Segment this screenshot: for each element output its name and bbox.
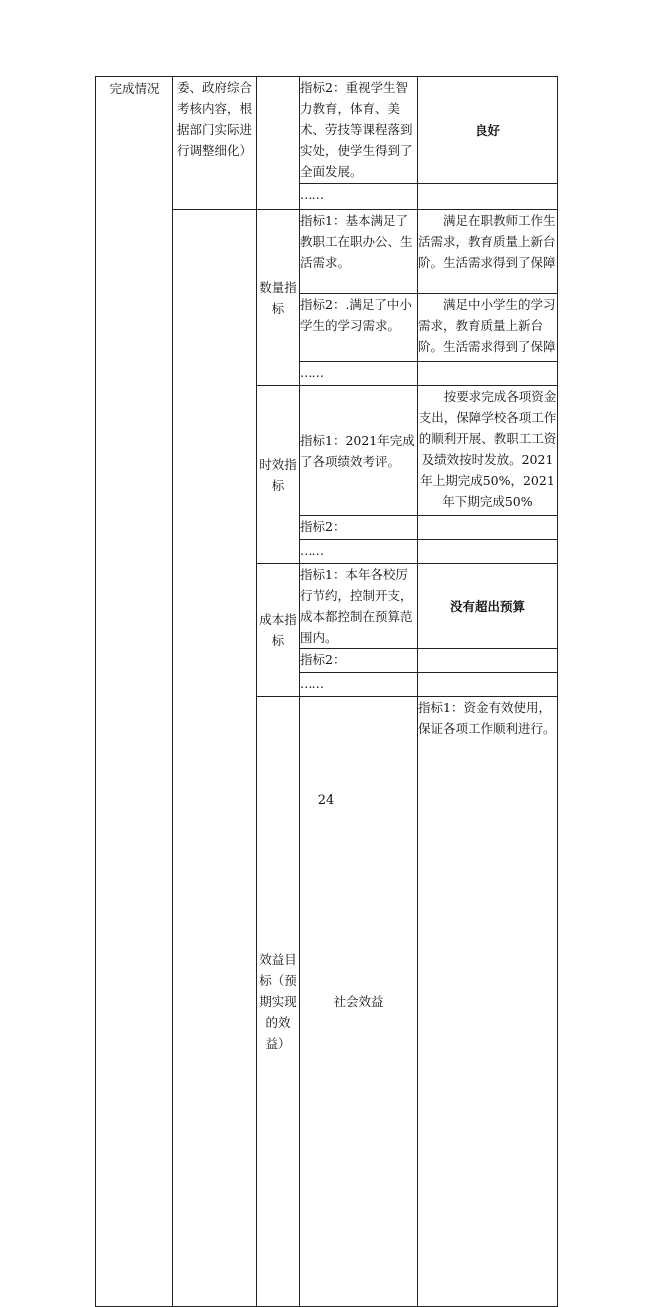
- cost-indicator-1: 指标1：本年各校厉行节约，控制开支，成本都控制在预算范围内。: [300, 567, 413, 645]
- timeliness-indicator-2: 指标2：: [300, 519, 346, 534]
- result-cell: [418, 294, 558, 362]
- benefit-goal-cell: [257, 697, 300, 1307]
- result-cell: [418, 540, 558, 564]
- page-number: 24: [317, 793, 335, 808]
- indicator-cell: [300, 649, 418, 673]
- indicator-cell: [300, 564, 418, 649]
- indicator-cell: [300, 673, 418, 697]
- cost-label: 成本指标: [259, 612, 297, 648]
- result-cell: [418, 210, 558, 294]
- quantity-result-2: 满足中小学生的学习需求，教育质量上新台阶。生活需求得到了保障: [418, 297, 556, 354]
- completion-cell: [96, 77, 173, 1307]
- indicator-cell: [300, 516, 418, 540]
- result-cell: [418, 564, 558, 649]
- timeliness-indicator-ellipsis: ……: [300, 543, 323, 558]
- quantity-indicator-2: 指标2：.满足了中小学生的学习需求。: [300, 297, 412, 333]
- cost-indicator-ellipsis: ……: [300, 676, 323, 691]
- indicator-cell: [300, 540, 418, 564]
- category-blank-cell: [173, 210, 257, 1307]
- indicator-cell: [300, 77, 418, 184]
- quantity-indicator-1: 指标1：基本满足了教职工在职办公、生活需求。: [300, 213, 413, 270]
- result-cell: [418, 184, 558, 210]
- category-note: 委、政府综合考核内容，根据部门实际进行调整细化）: [176, 80, 252, 158]
- cost-label-cell: [257, 564, 300, 697]
- quality-label-cell: [257, 77, 300, 210]
- indicator-cell: [300, 362, 418, 386]
- timeliness-result-1: 按要求完成各项资金支出，保障学校各项工作的顺利开展、教职工工资及绩效按时发放。2021年上期完成50%，2021年下期完成50%: [418, 389, 557, 509]
- result-cell: [418, 516, 558, 540]
- table-row: [96, 77, 558, 184]
- cost-indicator-2: 指标2：: [300, 652, 346, 667]
- category-note-cell: [173, 77, 257, 210]
- quality-indicator-ellipsis: ……: [300, 187, 323, 202]
- result-cell: [418, 386, 558, 516]
- timeliness-indicator-1: 指标1：2021年完成了各项绩效考评。: [300, 432, 415, 469]
- social-label-cell: [300, 697, 418, 1307]
- indicator-cell: [300, 294, 418, 362]
- timeliness-label: 时效指标: [259, 456, 297, 493]
- result-cell: [418, 649, 558, 673]
- quantity-result-1: 满足在职教师工作生活需求，教育质量上新台阶。生活需求得到了保障: [418, 213, 556, 270]
- indicator-cell: [300, 210, 418, 294]
- indicator-cell: [300, 386, 418, 516]
- social-label: 社会效益: [333, 994, 384, 1009]
- quantity-label-cell: [257, 210, 300, 386]
- cost-result-1: 没有超出预算: [449, 598, 525, 614]
- result-cell: [418, 77, 558, 184]
- result-cell: [418, 673, 558, 697]
- benefit-goal-label: 效益目标（预期实现的效益）: [259, 952, 297, 1051]
- completion-label: 完成情况: [109, 81, 160, 96]
- indicator-cell: [300, 184, 418, 210]
- quality-result-2: 良好: [474, 122, 500, 138]
- performance-table: [95, 76, 558, 1307]
- quantity-indicator-ellipsis: ……: [300, 365, 323, 380]
- social-indicator-1: 指标1：资金有效使用，保证各项工作顺利进行。: [418, 700, 556, 736]
- quality-indicator-2: 指标2：重视学生智力教育，体育、美术、劳技等课程落到实处，使学生得到了全面发展。: [300, 80, 413, 179]
- quantity-label: 数量指标: [259, 279, 297, 316]
- result-cell: [418, 362, 558, 386]
- indicator-cell: [418, 697, 558, 1307]
- timeliness-label-cell: [257, 386, 300, 564]
